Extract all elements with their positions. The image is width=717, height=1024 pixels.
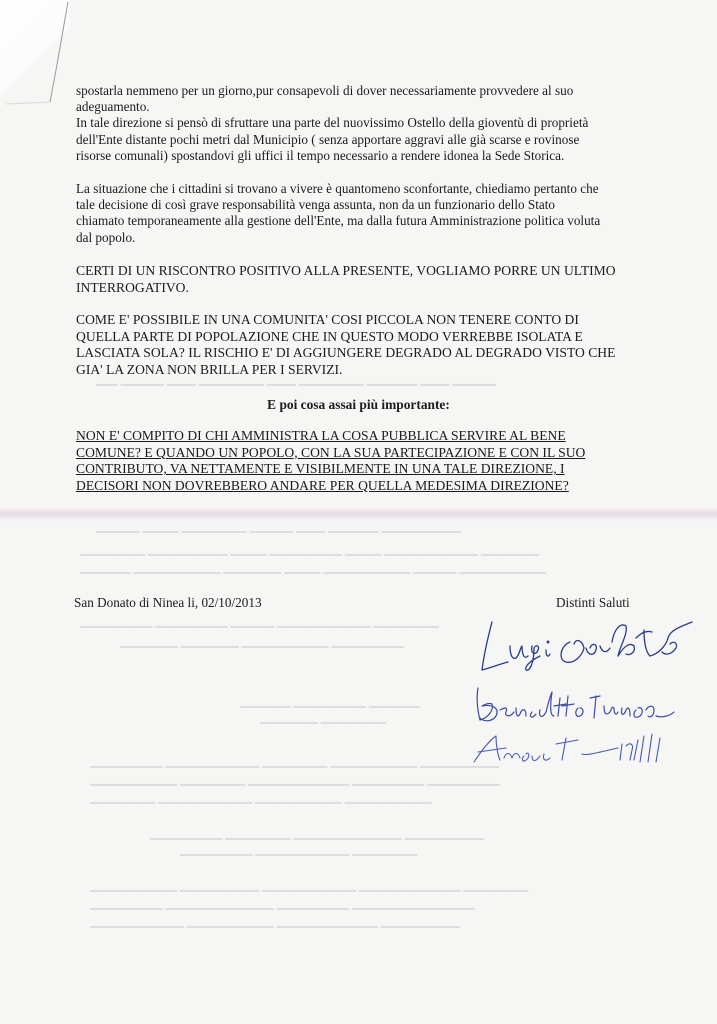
- show-through-text: ━━━━━━━━━━ ━━━━━━━━━━ ━━━━━━ ━━━━━━━━━━━━━ ━━━━━━━━━: [80, 620, 439, 634]
- text-line: tale decisione di così grave responsabilità venga assunta, non da un funzionario dello Stato: [76, 197, 556, 213]
- text-line: COMUNE? E QUANDO UN POPOLO, CON LA SUA PARTECIPAZIONE E CON IL SUO: [76, 444, 586, 460]
- text-line: dell'Ente distante pochi metri dal Municipio ( senza apportare aggravi alle già scarse e rovinose: [76, 131, 580, 147]
- show-through-text: ━━━━━━━━━━ ━━━━━━━━━ ━━━━━━━━━━━━━━━ ━━━━━━━━━━━: [150, 832, 485, 846]
- text-line: DECISORI NON DOVREBBERO ANDARE PER QUELLA MEDESIMA DIREZIONE?: [76, 477, 569, 493]
- text-line: chiamato temporaneamente alla gestione dell'Ente, ma dalla futura Amministrazione politica voluta: [76, 213, 601, 229]
- show-through-text: ━━━━━━━ ━━━━━━━━━━ ━━━━━━━: [240, 700, 420, 714]
- text-line: LASCIATA SOLA? IL RISCHIO E' DI AGGIUNGERE DEGRADO AL DEGRADO VISTO CHE: [76, 345, 616, 361]
- show-through-text: ━━━━━━━ ━━━━━━━━━━━━ ━━━━━━━━ ━━━━━ ━━━━━━━━━━━━ ━━━━━━ ━━━━━━━━━━━━: [80, 566, 546, 580]
- text-line: risorse comunali) spostandovi gli uffici il tempo necessario a rendere idonea la Sede Storica.: [76, 147, 565, 163]
- text-line: spostarla nemmeno per un giorno,pur consapevoli di dover necessariamente provvedere al suo: [76, 83, 574, 98]
- show-through-text: ━━━━━━━━━━ ━━━━━━━━━━━━━ ━━━━━━━━━ ━━━━━━━━━━━━ ━━━━━━━━━━━: [90, 760, 500, 774]
- show-through-text: ━━━━━━━━━━━━━ ━━━━━━━━━━━━ ━━━━━━━━━━━━━━ ━━━━━━━━━━━: [90, 920, 461, 934]
- text-line: CONTRIBUTO, VA NETTAMENTE E VISIBILMENTE IN UNA TALE DIREZIONE, I: [76, 461, 565, 477]
- show-through-text: ━━━━━━━━━━━━ ━━━━━━━━━━━ ━━━━━━━━━━━━━ ━━━━━━━━━━━━━━ ━━━━━━━━━: [90, 884, 529, 898]
- signature-2: [477, 688, 674, 721]
- handwritten-signatures: [470, 612, 710, 772]
- show-through-text: ━━━━━━━━━━ ━━━━━━━━━━━━━━━ ━━━━━━━━━━ ━━━━━━━━━━━━━━━━━: [90, 902, 475, 916]
- show-through-text: ━━━ ━━━━━━ ━━━━ ━━━━━━━━━ ━━━━ ━━━━━━━━━ ━━━━━━━ ━━━━ ━━━━━━: [96, 378, 496, 392]
- text-line: QUELLA PARTE DI POPOLAZIONE CHE IN QUESTO MODO VERREBBE ISOLATA E: [76, 328, 583, 344]
- signature-3: [474, 734, 660, 762]
- text-line: NON E' COMPITO DI CHI AMMINISTRA LA COSA PUBBLICA SERVIRE AL BENE: [76, 428, 566, 443]
- text-line: adeguamento.: [76, 99, 150, 115]
- show-through-text: ━━━━━━━━ ━━━━━━━━━: [260, 716, 386, 730]
- paragraph-underlined-question: [76, 428, 656, 494]
- show-through-text: ━━━━━━━━━ ━━━━━━━━━━━ ━━━━━ ━━━━━━━━━━ ━━━━━ ━━━━━━━━━━━━━ ━━━━━━━━: [80, 548, 539, 562]
- show-through-text: ━━━━━━━━━━━━ ━━━━━━━━━ ━━━━━━━━━━━━━━ ━━━━━━━━━━ ━━━━━━━━━━: [90, 778, 500, 792]
- show-through-text: ━━━━━━━━━━ ━━━━━━━━━━━━━ ━━━━━━━━━: [180, 848, 418, 862]
- show-through-text: ━━━━━━ ━━━━━ ━━━━━━━━━ ━━━━━━ ━━━━ ━━━━━━━ ━━━━━━━━━━━: [96, 525, 461, 539]
- paragraph-ostello: [76, 83, 656, 164]
- show-through-text: ━━━━━━━━━ ━━━━━━━━━━━━━ ━━━━━━━━━━━━ ━━━━━━━━━━━━: [90, 796, 432, 810]
- section-heading: E poi cosa assai più importante:: [267, 397, 450, 412]
- show-through-text: ━━━━━━━━ ━━━━━━━━ ━━━━━━━━━━━━ ━━━━━━━━━━: [120, 640, 404, 654]
- paragraph-certi: [76, 263, 656, 296]
- signature-1: [482, 622, 692, 670]
- text-line: INTERROGATIVO.: [76, 279, 189, 295]
- paragraph-come: [76, 312, 656, 378]
- closing-salutation: Distinti Saluti: [556, 595, 630, 610]
- text-line: La situazione che i cittadini si trovano a vivere è quantomeno sconfortante, chiediamo pertanto che: [76, 181, 599, 196]
- text-line: COME E' POSSIBILE IN UNA COMUNITA' COSI PICCOLA NON TENERE CONTO DI: [76, 312, 579, 327]
- text-line: GIA' LA ZONA NON BRILLA PER I SERVIZI.: [76, 361, 343, 377]
- scan-smudge: [0, 507, 717, 521]
- corner-fold-edge: [6, 0, 76, 110]
- text-line: In tale direzione si pensò di sfruttare una parte del nuovissimo Ostello della gioventù di proprietà: [76, 115, 589, 131]
- paragraph-situazione: [76, 181, 656, 246]
- text-line: dal popolo.: [76, 229, 136, 245]
- text-line: CERTI DI UN RISCONTRO POSITIVO ALLA PRESENTE, VOGLIAMO PORRE UN ULTIMO: [76, 263, 616, 278]
- place-date: San Donato di Ninea li, 02/10/2013: [74, 595, 262, 610]
